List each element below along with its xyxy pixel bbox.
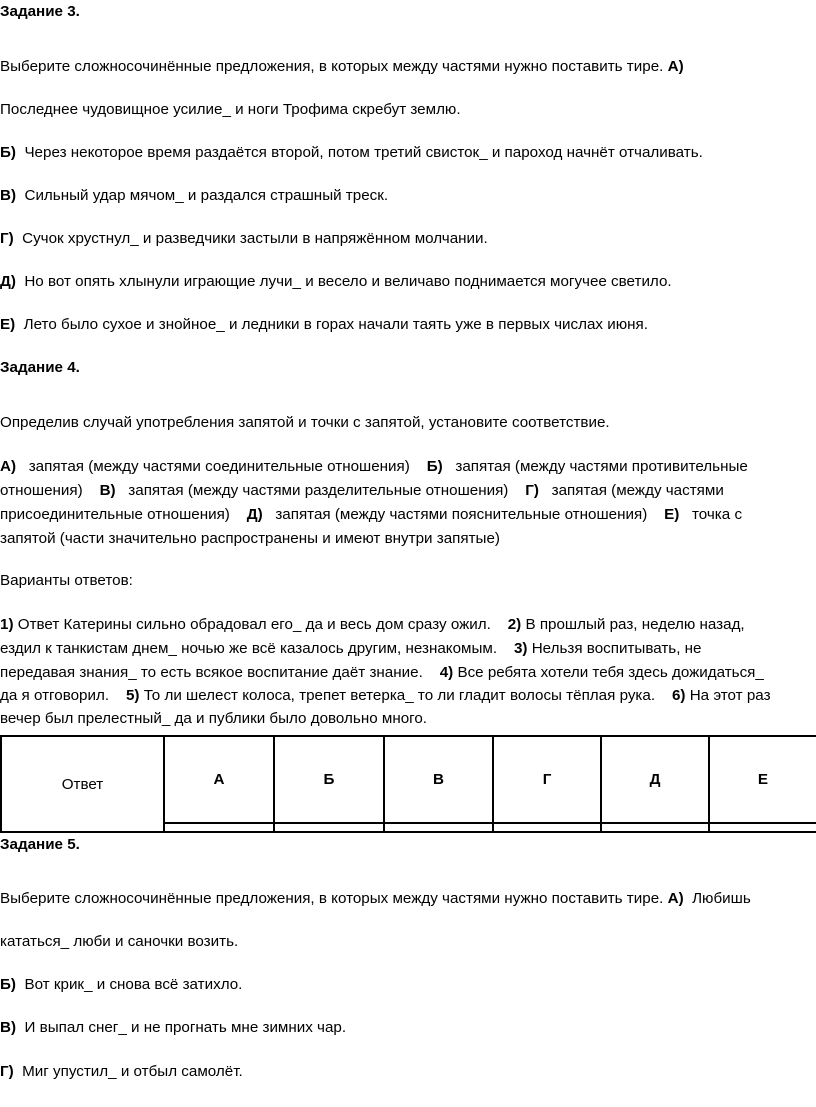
answer-col-header: Д	[601, 736, 709, 823]
task5-heading: Задание 5.	[0, 836, 80, 853]
task3-item-v: В) Сильный удар мячом_ и раздался страшный треск.	[0, 187, 389, 204]
answer-cell[interactable]	[601, 823, 709, 832]
answer-cell[interactable]	[384, 823, 493, 832]
answer-table	[0, 735, 816, 833]
answer-col-header: А	[164, 736, 274, 823]
answer-cell[interactable]	[274, 823, 384, 832]
answer-col-header: Б	[274, 736, 384, 823]
task3-item-d: Д) Но вот опять хлынули играющие лучи_ и весело и величаво поднимается могучее светило.	[0, 273, 672, 290]
answer-col-header: Г	[493, 736, 601, 823]
task5-item-v: В) И выпал снег_ и не прогнать мне зимних чар.	[0, 1019, 347, 1036]
task4-variants-label: Варианты ответов:	[0, 572, 133, 589]
task4-answers-line2: ездил к танкистам днем_ ночью же всё казалось другим, незнакомым. 3) Нельзя воспитывать, не	[0, 640, 702, 657]
task3-heading: Задание 3.	[0, 3, 80, 20]
task3-intro: Выберите сложносочинённые предложения, в которых между частями нужно поставить тире. А)	[0, 58, 684, 75]
answer-cell[interactable]	[709, 823, 816, 832]
answer-row-label: Ответ	[1, 736, 164, 832]
task3-item-e: Е) Лето было сухое и знойное_ и ледники в горах начали таять уже в первых числах июня.	[0, 316, 648, 333]
answer-col-header: Е	[709, 736, 816, 823]
task4-options-line3: присоединительные отношения) Д) запятая (между частями пояснительные отношения) Е) точка с	[0, 506, 743, 523]
task4-intro: Определив случай употребления запятой и точки с запятой, установите соответствие.	[0, 414, 610, 431]
task3-item-g: Г) Сучок хрустнул_ и разведчики застыли в напряжённом молчании.	[0, 230, 488, 247]
task4-answers-line5: вечер был прелестный_ да и публики было довольно много.	[0, 710, 428, 727]
task4-heading: Задание 4.	[0, 359, 80, 376]
task4-answers-line1: 1) Ответ Катерины сильно обрадовал его_ да и весь дом сразу ожил. 2) В прошлый раз, неделю назад,	[0, 616, 745, 633]
task3-item-a: Последнее чудовищное усилие_ и ноги Трофима скребут землю.	[0, 101, 461, 118]
task3-item-b: Б) Через некоторое время раздаётся второй, потом третий свисток_ и пароход начнёт отчаливать.	[0, 144, 703, 161]
task5-item-b: Б) Вот крик_ и снова всё затихло.	[0, 976, 243, 993]
task4-answers-line3: передавая знания_ то есть всякое воспитание даёт знание. 4) Все ребята хотели тебя здесь дожидаться_	[0, 664, 764, 681]
answer-col-header: В	[384, 736, 493, 823]
task5-item-g: Г) Миг упустил_ и отбыл самолёт.	[0, 1063, 243, 1080]
task4-options-line4: запятой (части значительно распространены и имеют внутри запятые)	[0, 530, 500, 547]
task5-intro: Выберите сложносочинённые предложения, в которых между частями нужно поставить тире. А) Любишь	[0, 890, 751, 907]
answer-cell[interactable]	[493, 823, 601, 832]
task4-options-line2: отношения) В) запятая (между частями разделительные отношения) Г) запятая (между частями	[0, 482, 724, 499]
answer-cell[interactable]	[164, 823, 274, 832]
task4-answers-line4: да я отговорил. 5) То ли шелест колоса, трепет ветерка_ то ли гладит волосы тёплая рука. 6) На этот раз	[0, 687, 771, 704]
task4-options-line1: А) запятая (между частями соединительные отношения) Б) запятая (между частями противительные	[0, 458, 748, 475]
task5-item-a: кататься_ люби и саночки возить.	[0, 933, 239, 950]
